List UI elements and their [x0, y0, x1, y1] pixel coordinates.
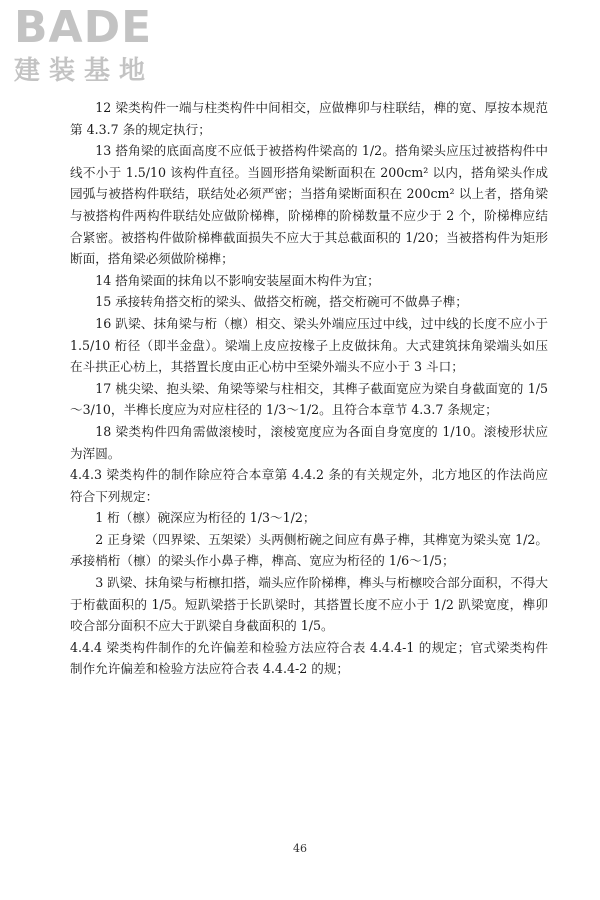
- clause-15: 15 承接转角搭交桁的梁头、做搭交桁碗，搭交桁碗可不做鼻子榫；: [95, 294, 468, 310]
- logo-wordmark: BADE: [14, 2, 153, 53]
- section-4-4-4: 4.4.4 梁类构件制作的允许偏差和检验方法应符合表 4.4.4-1 的规定；官式梁类构件制作允许偏差和检验方法应符合表 4.4.4-2 的规；: [70, 639, 548, 677]
- clause-16: 16 趴梁、抹角梁与桁（檩）相交、梁头外端应压过中线，过中线的长度不应小于 1.5/10 桁径（即半金盘）。梁端上皮应按椽子上皮做抹角。大式建筑抹角梁端头如压在斗拱正心枋上，其搭置长度由正心枋中至梁外端头不应小于 3 斗口；: [70, 315, 548, 375]
- logo-subtitle: 建装基地: [14, 56, 155, 86]
- clause-18: 18 梁类构件四角需做滚棱时，滚棱宽度应为各面自身宽度的 1/10。滚棱形状应为浑圆。: [70, 423, 548, 461]
- section-4-4-3: 4.4.3 梁类构件的制作除应符合本章第 4.4.2 条的有关规定外，北方地区的作法尚应符合下列规定：: [70, 467, 548, 504]
- bade-logo: [14, 4, 184, 94]
- document-body: [70, 97, 548, 680]
- clause-12: 12 梁类构件一端与柱类构件中间相交，应做榫卯与柱联结，榫的宽、厚按本规范第 4.3.7 条的规定执行；: [70, 100, 548, 137]
- clause-13: 13 搭角梁的底面高度不应低于被搭构件梁高的 1/2。搭角梁头应压过被搭构件中线不小于 1.5/10 该构件直径。当圆形搭角梁断面积在 200cm² 以内，搭角梁头作成园弧与被搭构件联结，联结处必须严密；当搭角梁断面积在 200cm² 以上者，搭角梁与被搭构件两构件联结处应做阶梯榫，阶梯榫的阶梯数量不应少于 2 个，阶梯榫应结合紧密。被搭构件做阶梯榫截面损失不应大于其总截面积的 1/20；当被搭构件为矩形断面，搭角梁必须做阶梯榫；: [70, 143, 548, 267]
- clause-14: 14 搭角梁面的抹角以不影响安装屋面木构件为宜；: [95, 272, 380, 288]
- sub-clause-1: 1 桁（檩）碗深应为桁径的 1/3～1/2；: [95, 510, 316, 526]
- page-number: 46: [293, 842, 307, 855]
- sub-clause-2: 2 正身梁（四界梁、五架梁）头两侧桁碗之间应有鼻子榫，其榫宽为梁头宽 1/2。承接梢桁（檩）的梁头作小鼻子榫，榫高、宽应为桁径的 1/6～1/5；: [70, 531, 548, 569]
- clause-17: 17 桃尖梁、抱头梁、角梁等梁与柱相交，其榫子截面宽应为梁自身截面宽的 1/5～3/10，半榫长度应为对应柱径的 1/3～1/2。且符合本章节 4.3.7 条规定；: [70, 380, 548, 418]
- sub-clause-3: 3 趴梁、抹角梁与桁檩扣搭，端头应作阶梯榫，榫头与桁檩咬合部分面积，不得大于桁截面积的 1/5。短趴梁搭于长趴梁时，其搭置长度不应小于 1/2 趴梁宽度，榫卯咬合部分面积不应大于趴梁自身截面积的 1/5。: [70, 575, 548, 634]
